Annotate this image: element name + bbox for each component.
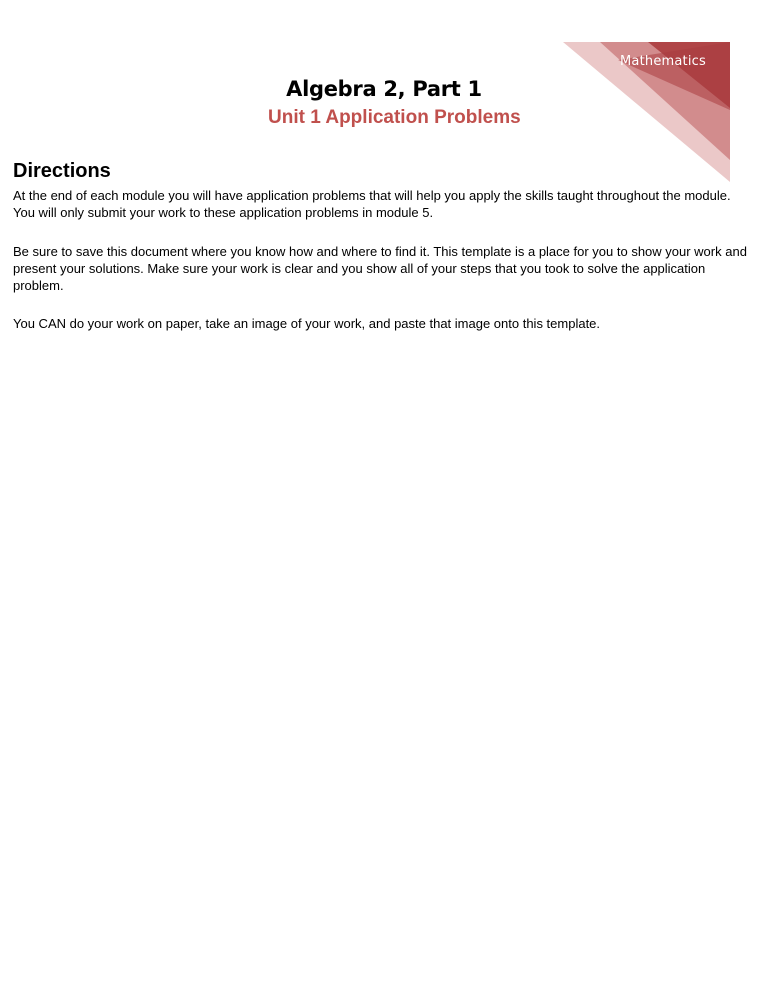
directions-paragraph-2: Be sure to save this document where you know how and where to find it. This template is a place for you to show your work and present your solutions. Make sure your work is clear and you show all of your steps that you took to solve the application problem. (13, 244, 747, 293)
directions-paragraph-3: You CAN do your work on paper, take an image of your work, and paste that image onto this template. (13, 316, 601, 331)
directions-heading: Directions (13, 160, 111, 182)
directions-paragraph-1: At the end of each module you will have application problems that will help you apply the skills taught throughout the module. You will only submit your work to these application problems in module 5. (13, 188, 731, 220)
page-title: Algebra 2, Part 1 (286, 77, 482, 101)
subject-badge: Mathematics (620, 54, 706, 69)
page-subtitle: Unit 1 Application Problems (268, 107, 521, 128)
